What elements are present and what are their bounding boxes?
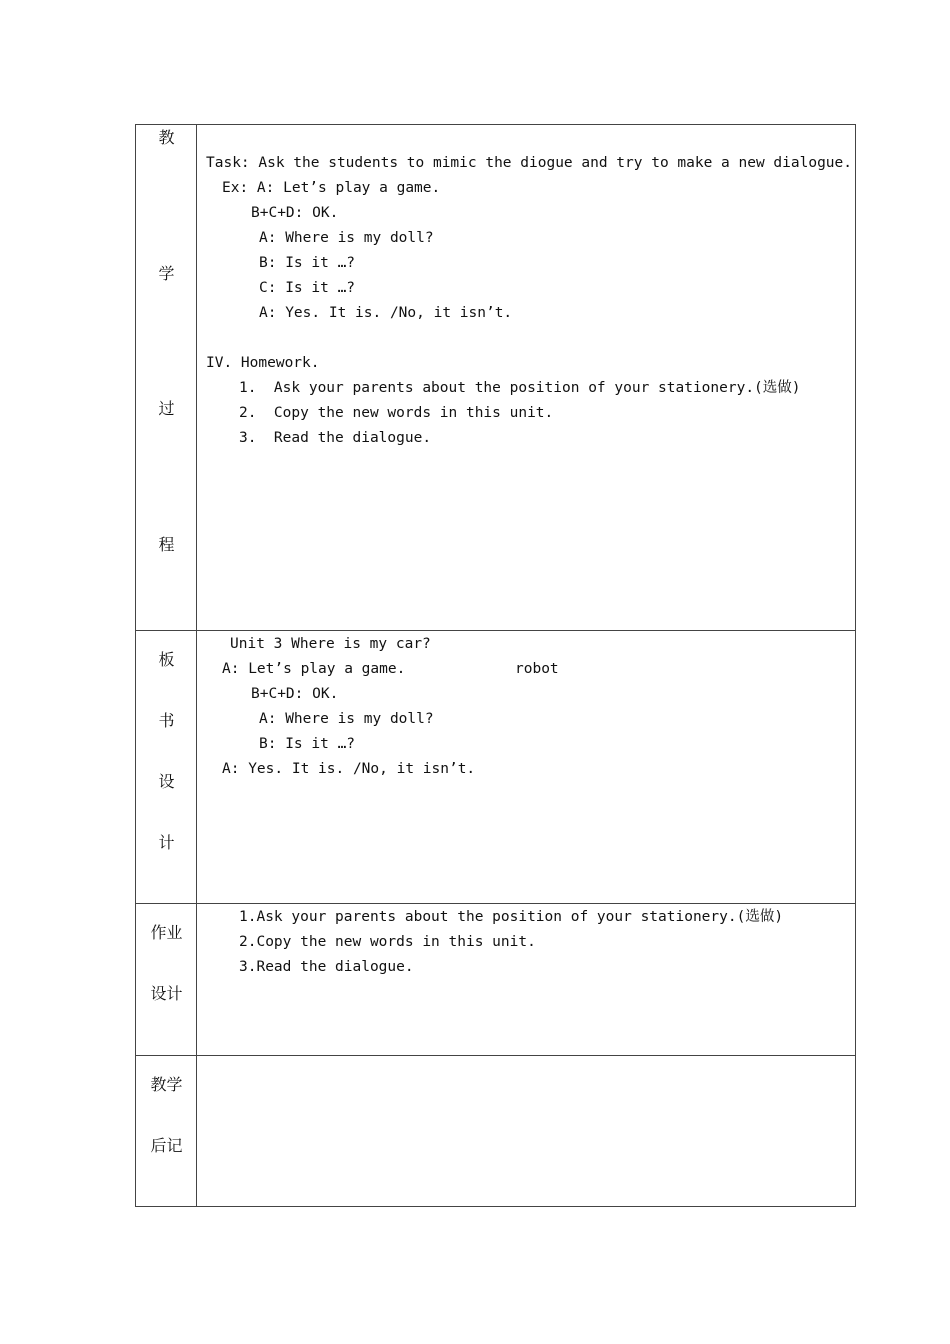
label-char: 学 bbox=[158, 264, 175, 283]
label-char: 教 bbox=[158, 128, 175, 147]
lesson-plan-table bbox=[135, 124, 856, 1207]
board-line: B: Is it …? bbox=[259, 736, 356, 752]
dialogue-line: A: Yes. It is. /No, it isn’t. bbox=[259, 305, 513, 321]
label-char: 设 bbox=[158, 772, 175, 791]
homework-design-content bbox=[198, 904, 855, 1055]
reflection-content bbox=[198, 1056, 855, 1206]
homework-item: 2. Copy the new words in this unit. bbox=[239, 405, 554, 421]
dialogue-line: C: Is it …? bbox=[259, 280, 356, 296]
board-word: robot bbox=[515, 661, 559, 677]
homework-design-row bbox=[136, 904, 855, 1056]
homework-design-label bbox=[136, 904, 197, 1055]
homework-design-item: 1.Ask your parents about the position of your stationery.(选做) bbox=[239, 909, 784, 925]
label-text: 设计 bbox=[150, 984, 183, 1003]
homework-design-item: 2.Copy the new words in this unit. bbox=[239, 934, 536, 950]
homework-design-item: 3.Read the dialogue. bbox=[239, 959, 414, 975]
board-design-row bbox=[136, 631, 855, 904]
board-design-label bbox=[136, 631, 197, 903]
dialogue-line: B: Is it …? bbox=[259, 255, 356, 271]
teaching-process-label bbox=[136, 125, 197, 630]
dialogue-line: A: Where is my doll? bbox=[259, 230, 434, 246]
label-text: 教学 bbox=[150, 1075, 183, 1094]
board-title: Unit 3 Where is my car? bbox=[230, 636, 431, 652]
dialogue-line: B+C+D: OK. bbox=[251, 205, 339, 221]
reflection-row bbox=[136, 1056, 855, 1206]
label-char: 计 bbox=[158, 833, 175, 852]
board-line: A: Yes. It is. /No, it isn’t. bbox=[222, 761, 476, 777]
board-line: B+C+D: OK. bbox=[251, 686, 339, 702]
label-char: 过 bbox=[158, 399, 175, 418]
board-line: A: Where is my doll? bbox=[259, 711, 434, 727]
board-line: A: Let’s play a game. bbox=[222, 661, 406, 677]
label-char: 板 bbox=[158, 650, 175, 669]
reflection-label bbox=[136, 1056, 197, 1206]
example-line: Ex: A: Let’s play a game. bbox=[222, 180, 441, 196]
label-text: 后记 bbox=[150, 1136, 183, 1155]
homework-heading: IV. Homework. bbox=[206, 355, 320, 371]
task-text: Task: Ask the students to mimic the diogue and try to make a new dialogue. bbox=[206, 155, 853, 171]
teaching-process-content bbox=[198, 125, 855, 630]
label-char: 程 bbox=[158, 535, 175, 554]
homework-item: 1. Ask your parents about the position of your stationery.(选做) bbox=[239, 380, 801, 396]
homework-item: 3. Read the dialogue. bbox=[239, 430, 432, 446]
teaching-process-row bbox=[136, 125, 855, 631]
label-char: 书 bbox=[158, 711, 175, 730]
board-design-content bbox=[198, 631, 855, 903]
label-text: 作业 bbox=[150, 923, 183, 942]
